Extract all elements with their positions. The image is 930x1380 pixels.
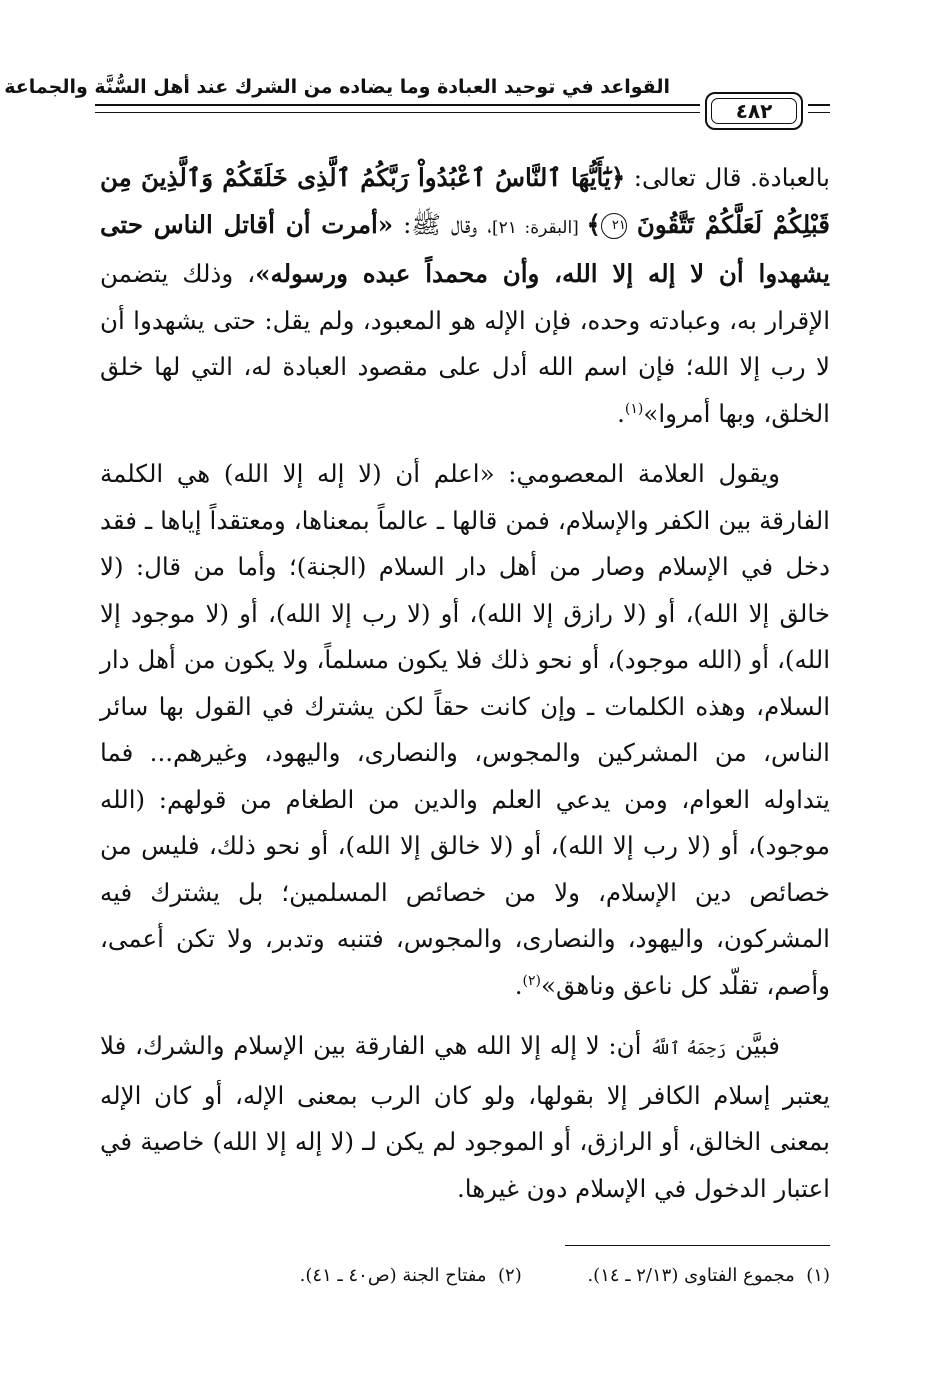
ayah-number-marker: ٢١	[601, 213, 627, 239]
honorific-glyph: رَحِمَهُ ٱللَّهُ	[650, 1039, 727, 1059]
paragraph-2	[100, 451, 830, 1009]
main-text	[100, 155, 830, 1212]
footnote-ref-1[interactable]: (١)	[624, 400, 644, 417]
footnote-marker: (٢)	[497, 1265, 522, 1286]
footnotes	[100, 1262, 830, 1290]
p2-text: ويقول العلامة المعصومي: «اعلم أن (لا إله إلا الله) هي الكلمة الفارقة بين الكفر والإسلام، فمن قالها ـ عالماً بمعناها، ومعتقداً إياها ـ فقد دخل في الإسلام وصار من أهل دار السلام (الجنة)؛ وأما من قال: (لا خالق إلا الله)، أو (لا رازق إلا الله)، أو (لا رب إلا الله)، أو (لا موجود إلا الله)، أو (الله موجود)، أو نحو ذلك فلا يكون مسلماً، ولا يكون من أهل دار السلام، وهذه الكلمات ـ وإن كانت حقاً لكن يشترك في القول بها سائر الناس، من المشركين والمجوس، والنصارى، واليهود، وغيرهم... فما يتداوله العوام، ومن يدعي العلم والدين من الطغام من قولهم: (الله موجود)، أو (لا رب إلا الله)، أو (لا خالق إلا الله)، أو نحو ذلك، فليس من خصائص دين الإسلام، ولا من خصائص المسلمين؛ بل يشترك فيه المشركون، واليهود، والنصارى، والمجوس، فتنبه وتدبر، ولا تكن أعمى، وأصم، تقلّد كل ناعق وناهق»	[100, 459, 830, 1000]
p1-connector: ، وقال ﷺ:	[393, 209, 492, 239]
p3-text: أن: لا إله إلا الله هي الفارقة بين الإسلام والشرك، فلا يعتبر إسلام الكافر إلا بقولها، ولو كان الرب بمعنى الإله، أو كان الإله بمعنى الخالق، أو الرازق، أو الموجود لم يكن لـ (لا إله إلا الله) خاصية في اعتبار الدخول في الإسلام دون غيرها.	[100, 1031, 830, 1203]
footnote-2	[300, 1262, 522, 1290]
footnote-separator	[565, 1245, 830, 1246]
header-rule-right-lower	[808, 112, 830, 113]
p2-end: .	[514, 970, 523, 1000]
hadith-text: «أمرت أن أقاتل الناس حتى يشهدوا أن لا إله إلا الله، وأن محمداً عبده ورسوله»	[100, 209, 830, 288]
footnote-text: مجموع الفتاوى (٢/١٣ ـ ١٤).	[587, 1265, 795, 1286]
footnote-1	[587, 1262, 830, 1290]
footnote-text: مفتاح الجنة (ص٤٠ ـ ٤١).	[299, 1265, 487, 1286]
p1-commentary: ، وذلك يتضمن الإقرار به، وعبادته وحده، فإن الإله هو المعبود، ولم يقل: حتى يشهدوا أن لا رب إلا الله؛ فإن اسم الله أدل على مقصود العبادة له، التي لها خلق الخلق، وبها أمروا»	[100, 259, 830, 428]
quran-verse-close: ﴾	[586, 209, 601, 239]
header-rule-right-upper	[808, 104, 830, 106]
p1-intro: بالعبادة. قال تعالى:	[625, 163, 830, 192]
running-head-title: القواعد في توحيد العبادة وما يضاده من الشرك عند أهل السُّنَّة والجماعة	[4, 76, 670, 98]
page-number-frame	[705, 92, 803, 130]
paragraph-1	[100, 155, 830, 437]
header-rule-lower	[95, 112, 700, 113]
page-number: ٤٨٢	[711, 98, 797, 124]
paragraph-3	[100, 1023, 830, 1212]
quran-verse: ﴿يَٰٓأَيُّهَا ٱلنَّاسُ ٱعْبُدُواْ رَبَّكُمُ ٱلَّذِى خَلَقَكُمْ وَٱلَّذِينَ مِن قَبْلِكُمْ لَعَلَّكُمْ تَتَّقُونَ	[100, 163, 830, 239]
p3-intro: فبيَّن	[726, 1031, 780, 1060]
header-rule-upper	[95, 104, 700, 106]
footnote-marker: (١)	[806, 1265, 830, 1286]
quran-reference: [البقرة: ٢١]	[491, 217, 587, 238]
p1-end: .	[617, 398, 625, 428]
footnote-ref-2[interactable]: (٢)	[522, 972, 541, 989]
